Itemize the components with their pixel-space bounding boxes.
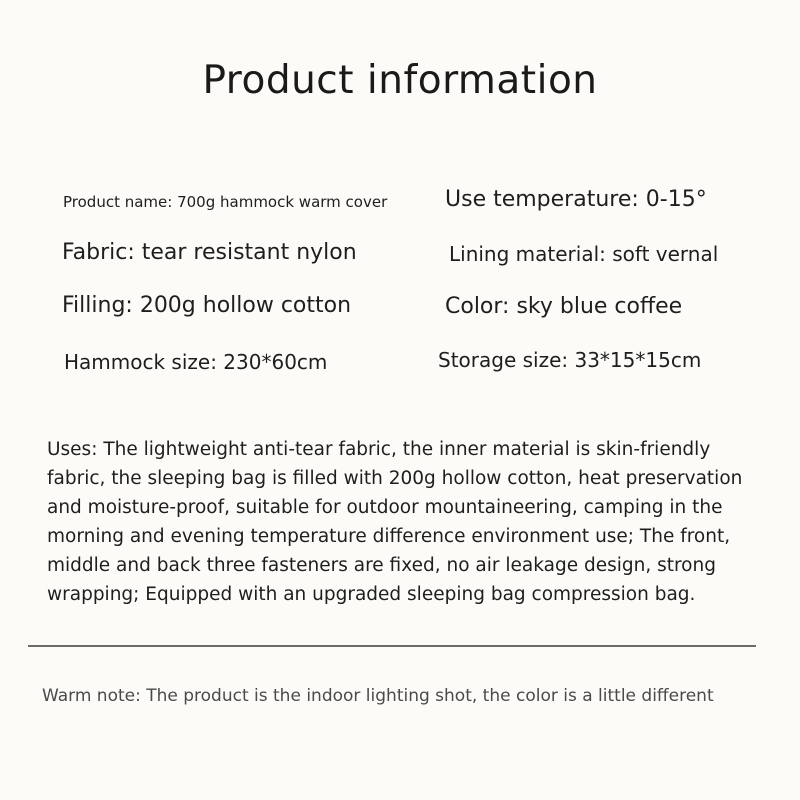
warm-note: Warm note: The product is the indoor lighting shot, the color is a little different [42,686,714,706]
spec-color: Color: sky blue coffee [445,294,683,319]
uses-line: Uses: The lightweight anti-tear fabric, the inner material is skin-friendly [47,439,711,460]
spec-use-temperature: Use temperature: 0-15° [445,187,707,212]
uses-line: and moisture-proof, suitable for outdoor mountaineering, camping in the [47,497,723,518]
spec-product-name: Product name: 700g hammock warm cover [63,193,388,211]
spec-filling: Filling: 200g hollow cotton [62,293,352,318]
spec-storage-size: Storage size: 33*15*15cm [438,348,702,372]
page-title: Product information [202,58,598,103]
spec-lining-material: Lining material: soft vernal [449,242,719,266]
uses-line: morning and evening temperature difference environment use; The front, [47,526,731,547]
spec-fabric: Fabric: tear resistant nylon [62,240,357,265]
uses-line: middle and back three fasteners are fixed, no air leakage design, strong [47,555,716,576]
uses-line: wrapping; Equipped with an upgraded sleeping bag compression bag. [47,584,696,605]
spec-hammock-size: Hammock size: 230*60cm [64,350,328,374]
uses-line: fabric, the sleeping bag is filled with 200g hollow cotton, heat preservation [47,468,743,489]
divider [28,645,756,647]
uses-paragraph [47,435,767,609]
